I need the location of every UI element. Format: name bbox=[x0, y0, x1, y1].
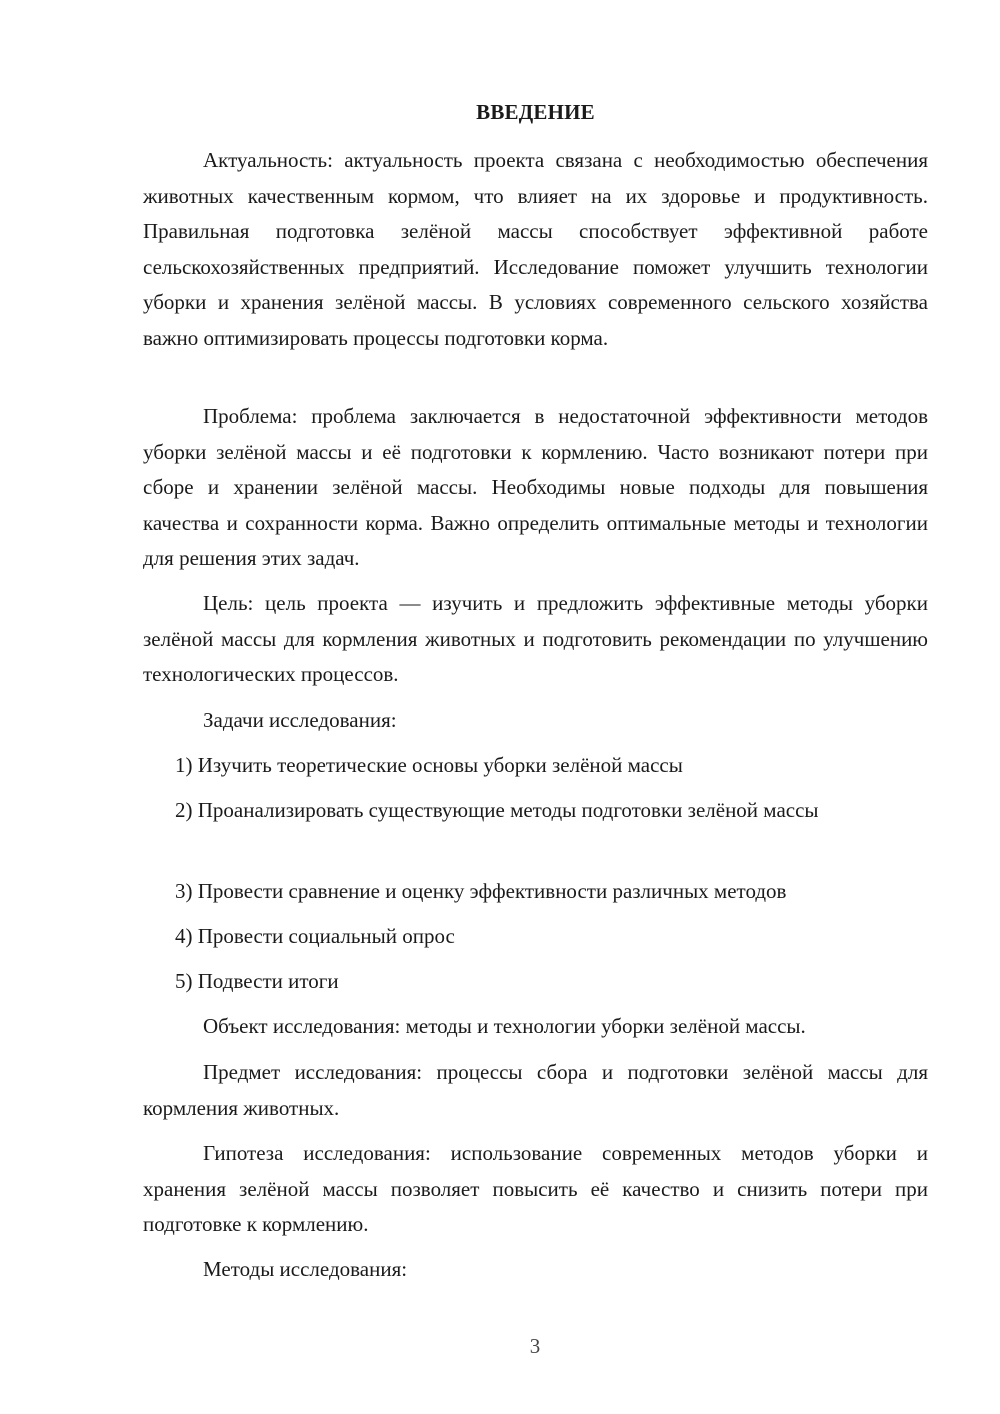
page-number: 3 bbox=[529, 1334, 541, 1358]
paragraph-goal: Цель: цель проекта — изучить и предложить эффективные методы уборки зелёной массы для кормления животных и подготовить рекомендации по улучшению технологических процессов. bbox=[143, 591, 928, 687]
task-item-2: 2) Проанализировать существующие методы подготовки зелёной массы bbox=[175, 798, 819, 822]
paragraph-object: Объект исследования: методы и технологии уборки зелёной массы. bbox=[203, 1014, 806, 1038]
paragraph-hypothesis: Гипотеза исследования: использование современных методов уборки и хранения зелёной массы позволяет повысить её качество и снизить потери при подготовке к кормлению. bbox=[143, 1141, 928, 1237]
methods-heading: Методы исследования: bbox=[203, 1257, 408, 1281]
task-item-3: 3) Провести сравнение и оценку эффективности различных методов bbox=[175, 879, 787, 903]
task-item-5: 5) Подвести итоги bbox=[175, 969, 339, 993]
task-item-4: 4) Провести социальный опрос bbox=[175, 924, 455, 948]
task-item-1: 1) Изучить теоретические основы уборки зелёной массы bbox=[175, 753, 683, 777]
tasks-heading: Задачи исследования: bbox=[203, 708, 397, 732]
paragraph-relevance: Актуальность: актуальность проекта связана с необходимостью обеспечения животных качественным кормом, что влияет на их здоровье и продуктивность. Правильная подготовка зелёной массы способствует эффективной работе сельскохозяйственных предприятий. Исследование поможет улучшить технологии уборки и хранения зелёной массы. В условиях современного сельского хозяйства важно оптимизировать процессы подготовки корма. bbox=[143, 148, 928, 350]
paragraph-subject: Предмет исследования: процессы сбора и подготовки зелёной массы для кормления животных. bbox=[143, 1060, 928, 1120]
paragraph-problem: Проблема: проблема заключается в недостаточной эффективности методов уборки зелёной массы и её подготовки к кормлению. Часто возникают потери при сборе и хранении зелёной массы. Необходимы новые подходы для повышения качества и сохранности корма. Важно определить оптимальные методы и технологии для решения этих задач. bbox=[143, 404, 928, 571]
section-title: ВВЕДЕНИЕ bbox=[476, 100, 595, 124]
